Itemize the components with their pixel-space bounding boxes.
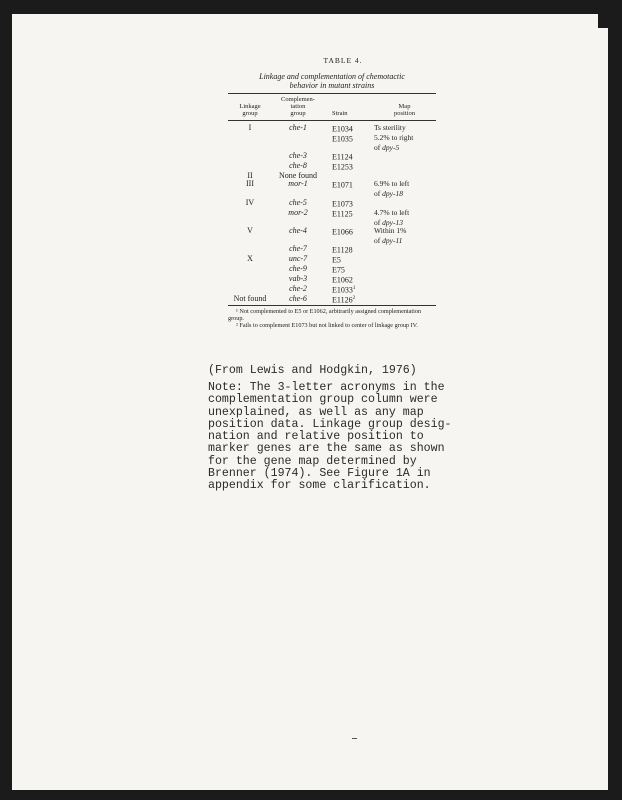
header-linkage-group: Linkage group (239, 103, 261, 117)
cell-map-position (373, 295, 436, 305)
cell-map-position: of dpy-5 (374, 142, 400, 152)
cell-complementation-group: che-4 (289, 225, 307, 235)
cell-strain (324, 172, 373, 180)
cell-strain: E1071 (332, 181, 353, 191)
citation: (From Lewis and Hodgkin, 1976) (208, 364, 417, 377)
cell-strain: E5 (332, 255, 341, 265)
cell-map-position (373, 152, 436, 162)
cell-complementation-group: che-9 (289, 264, 307, 274)
cell-strain: E1126$^2$ (332, 295, 356, 305)
cell-map-position (373, 285, 436, 295)
cell-strain: E75 (332, 265, 345, 275)
footnote-2: ² Fails to complement E1073 but not linked to center of linkage group IV. (236, 321, 418, 329)
cell-linkage-group (228, 265, 272, 275)
scan-mark (352, 738, 357, 739)
header-map-position: Map position (394, 103, 415, 117)
cell-strain: E1066 (332, 227, 353, 237)
header-strain: Strain (332, 110, 348, 117)
cell-strain: E1035 (332, 134, 353, 144)
table-row (228, 227, 436, 237)
cell-map-position: 6.9% to left (374, 179, 410, 189)
note-paragraph (208, 382, 452, 493)
cell-complementation-group: che-5 (289, 197, 307, 207)
footnote-1: ¹ Not complemented to E5 or E1062, arbitrarily assigned complementation group. (228, 307, 422, 322)
cell-linkage-group (228, 275, 272, 285)
table-heading (250, 56, 436, 65)
table-4 (228, 56, 436, 329)
cell-linkage-group: IV (245, 197, 255, 207)
cell-strain (324, 219, 373, 227)
table-header-row (228, 94, 436, 121)
cell-linkage-group (228, 209, 272, 219)
table-row (228, 245, 436, 255)
cell-map-position: Within 1% (374, 225, 407, 235)
linkage-table (228, 94, 436, 306)
table-caption-line-2: behavior in mutant strains (289, 81, 375, 90)
note-line: Brenner (1974). See Figure 1A in (208, 467, 431, 481)
cell-complementation-group: mor-1 (288, 179, 308, 189)
cell-map-position (373, 255, 436, 265)
cell-complementation-group: che-6 (289, 293, 307, 303)
cell-linkage-group: Not found (233, 293, 267, 303)
table-heading-label: TABLE (323, 56, 353, 65)
table-caption (228, 72, 436, 90)
cell-strain: E1125 (332, 209, 353, 219)
cell-linkage-group: I (248, 123, 252, 132)
cell-strain: E1253 (332, 162, 353, 172)
table-row (228, 144, 436, 152)
cell-linkage-group (228, 237, 272, 245)
cell-complementation-group: None found (279, 171, 317, 181)
cell-linkage-group (228, 134, 272, 144)
table-row (228, 121, 436, 134)
cell-complementation-group: vab-3 (288, 273, 308, 283)
cell-complementation-group: che-2 (289, 283, 307, 293)
note-line: unexplained, as well as any map (208, 405, 424, 419)
header-complementation-group: Complemen- tation group (281, 96, 315, 117)
cell-strain: E1128 (332, 245, 353, 255)
cell-map-position (373, 265, 436, 275)
cell-complementation-group: unc-7 (288, 254, 308, 264)
table-caption-line-1: Linkage and complementation of chemotactic (259, 72, 405, 81)
footnote-ref: 1 (352, 285, 356, 291)
cell-strain: E1124 (332, 152, 353, 162)
cell-strain: E1034 (332, 124, 353, 134)
table-row (228, 162, 436, 172)
cell-strain (324, 144, 373, 152)
note-line: for the gene map determined by (208, 454, 417, 468)
note-line: nation and relative position to (208, 430, 424, 444)
cell-map-position (373, 245, 436, 255)
note-line: Note: The 3-letter acronyms in the (208, 381, 445, 394)
cell-strain: E1073 (332, 199, 353, 209)
cell-map-position: 4.7% to left (374, 207, 410, 217)
cell-complementation-group: che-3 (289, 151, 307, 161)
table-row (228, 275, 436, 285)
cell-map-position (373, 162, 436, 172)
cell-linkage-group: III (246, 179, 254, 189)
cell-complementation-group: che-1 (289, 123, 307, 132)
table-footnotes (228, 308, 436, 329)
table-row (228, 190, 436, 198)
cell-map-position: of dpy-18 (374, 189, 403, 199)
cell-linkage-group: II (247, 171, 253, 181)
table-row (228, 134, 436, 144)
note-line: marker genes are the same as shown (208, 442, 445, 456)
table-row (228, 180, 436, 190)
cell-complementation-group (272, 134, 324, 144)
cell-map-position (373, 275, 436, 285)
scan-corner (598, 14, 608, 28)
cell-linkage-group (228, 144, 272, 152)
cell-linkage-group: V (247, 225, 253, 235)
cell-complementation-group: che-7 (289, 244, 307, 254)
cell-complementation-group: mor-2 (288, 207, 308, 217)
cell-strain (324, 237, 373, 245)
cell-strain: E1033$^1$ (332, 285, 356, 295)
cell-strain: E1062 (332, 275, 353, 285)
cell-linkage-group: X (247, 254, 253, 264)
table-row (228, 295, 436, 305)
cell-strain (324, 190, 373, 198)
note-line: position data. Linkage group desig- (208, 417, 452, 431)
cell-map-position: of dpy-13 (374, 217, 403, 227)
cell-complementation-group: che-8 (289, 161, 307, 171)
footnote-ref: 2 (352, 295, 356, 301)
note-line: appendix for some clarification. (208, 479, 431, 493)
table-row (228, 255, 436, 265)
table-row (228, 209, 436, 219)
table-row (228, 265, 436, 275)
table-body (228, 121, 436, 306)
cell-map-position: Ts sterility (374, 123, 406, 132)
table-row (228, 237, 436, 245)
cell-map-position: of dpy-11 (374, 235, 403, 245)
table-row (228, 152, 436, 162)
table-number: 4. (354, 56, 363, 65)
cell-linkage-group (228, 152, 272, 162)
note-line: complementation group column were (208, 393, 438, 407)
cell-map-position: 5.2% to right (374, 132, 414, 142)
document-page (12, 14, 608, 790)
